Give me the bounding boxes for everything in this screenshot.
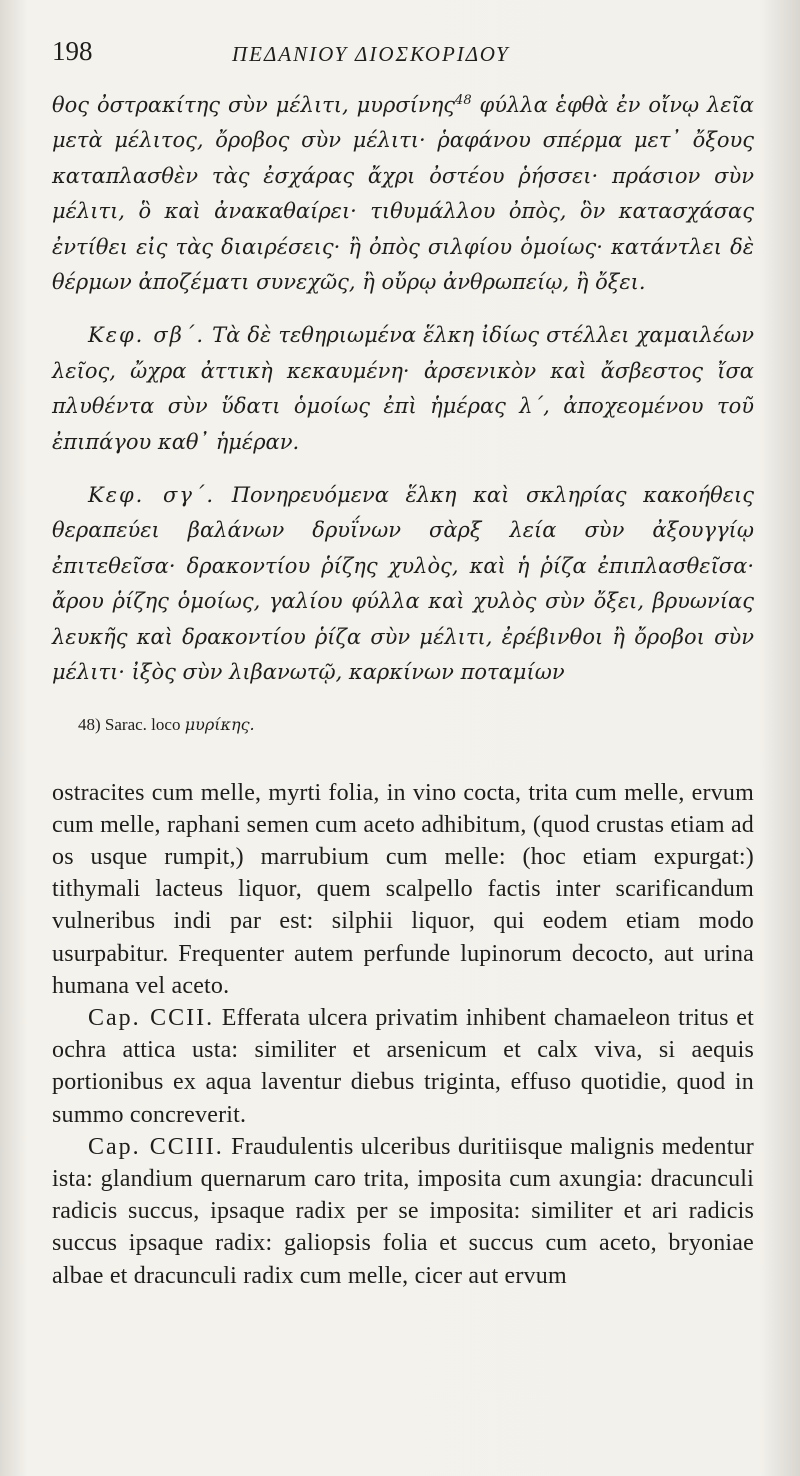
greek-chapter-202 — [52, 318, 754, 460]
chapter-label: Cap. CCIII. — [88, 1133, 224, 1160]
latin-chapter-203 — [52, 1131, 754, 1292]
footnote-greek-word: μυρίκης. — [184, 714, 255, 734]
latin-paragraph-text: Efferata ulcera privatim inhibent chamaeleon tritus et ochra attica usta: similiter et arsenicum et calx viva, si aequis portionibus ex aqua laventur diebus triginta, effuso quotidie, quod in summo concreverit. — [52, 1004, 754, 1128]
page-number: 198 — [52, 36, 93, 66]
footnote — [52, 715, 754, 755]
greek-paragraph-text: Τὰ δὲ τεθηριωμένα ἕλκη ἰδίως στέλλει χαμαιλέων λεῖος, ὤχρα ἀττικὴ κεκαυμένη· ἀρσενικὸν καὶ ἄσβεστος ἴσα πλυθέντα σὺν ὕδατι ὁμοίως ἐπὶ ἡμέρας λ΄, ἀποχεομένου τοῦ ἐπιπάγου καθ᾽ ἡμέραν. — [52, 323, 754, 454]
greek-paragraph-text: φύλλα ἑφθὰ ἐν οἴνῳ λεῖα μετὰ μέλιτος, ὄροβος σὺν μέλιτι· ῥαφάνου σπέρμα μετ᾽ ὄξους καταπλασθὲν τὰς ἐσχάρας ἄχρι ὀστέου ῥήσσει· πράσιον σὺν μέλιτι, ὃ καὶ ἀνακαθαίρει· τιθυμάλλου ὀπὸς, ὃν κατασχάσας ἐντίθει εἰς τὰς διαιρέσεις· ἢ ὀπὸς σιλφίου ὁμοίως· κατάντλει δὲ θέρμων ἀποζέματι συνεχῶς, ἢ οὔρῳ ἀνθρωπείῳ, ἢ ὄξει. — [52, 93, 754, 295]
greek-paragraph-text: Πονηρευόμενα ἕλκη καὶ σκληρίας κακοήθεις θεραπεύει βαλάνων δρυΐνων σὰρξ λεία σὺν ἀξουγγίῳ ἐπιτεθεῖσα· δρακοντίου ῥίζης χυλὸς, καὶ ἡ ῥίζα ἐπιπλασθεῖσα· ἄρου ῥίζης ὁμοίως, γαλίου φύλλα καὶ χυλὸς σὺν ὄξει, βρυωνίας λευκῆς καὶ δρακοντίου ῥίζα σὺν μέλιτι, ἐρέβινθοι ἢ ὄροβοι σὺν μέλιτι· ἰξὸς σὺν λιβανωτῷ, καρκίνων ποταμίων — [52, 483, 754, 685]
latin-chapter-202 — [52, 1002, 754, 1131]
footnote-text: Sarac. loco — [104, 714, 181, 734]
footnote-ref: 48 — [455, 93, 472, 108]
chapter-label: Cap. CCII. — [88, 1004, 215, 1031]
footnote-number: 48) — [78, 714, 101, 734]
latin-text — [52, 777, 754, 1292]
greek-paragraph-start: θος ὀστρακίτης σὺν μέλιτι, μυρσίνης — [52, 93, 456, 117]
greek-paragraph — [52, 88, 754, 300]
running-head — [52, 36, 754, 76]
greek-chapter-203 — [52, 478, 754, 690]
greek-text — [52, 88, 754, 691]
latin-paragraph-text: Fraudulentis ulceribus duritiisque malignis medentur ista: glandium quernarum caro trita, imposita cum axungia: dracunculi radicis succus, ipsaque radix per se imposita: similiter et ari radicis succus ipsaque radix: galiopsis folia et succus cum aceto, bryoniae albae et dracunculi radix cum melle, cicer aut ervum — [52, 1133, 754, 1289]
running-title: ΠΕΔΑΝΙΟΥ ΔΙΟΣΚΟΡΙΔΟΥ — [232, 42, 510, 66]
chapter-label: Κεφ. σγ΄. — [88, 483, 216, 508]
chapter-label: Κεφ. σβ΄. — [88, 323, 206, 348]
latin-paragraph: ostracites cum melle, myrti folia, in vino cocta, trita cum melle, ervum cum melle, raphani semen cum aceto adhibitum, (quod crustas etiam ad os usque rumpit,) marrubium cum melle: (hoc etiam expurgat:) tithymali lacteus liquor, quem scalpello factis inter scarificandum vulneribus indi par est: silphii liquor, qui eodem etiam modo usurpabitur. Frequenter autem perfunde lupinorum decocto, aut urina humana vel aceto. — [52, 779, 754, 999]
